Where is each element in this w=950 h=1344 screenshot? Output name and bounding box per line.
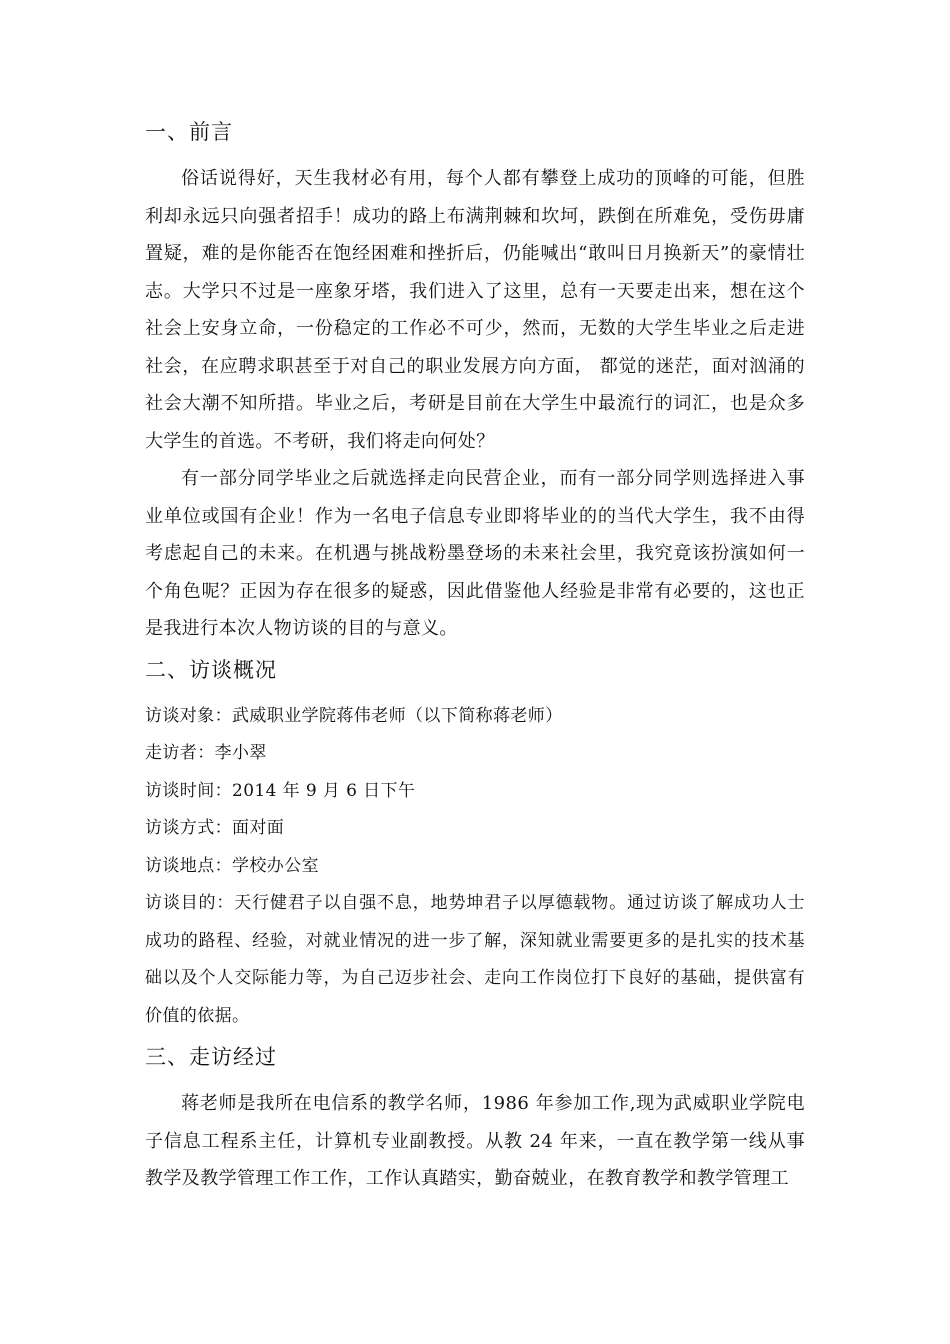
interview-purpose: 访谈目的：天行健君子以自强不息，地势坤君子以厚德载物。通过访谈了解成功人士成功的路程、经验，对就业情况的进一步了解，深知就业需要更多的是扎实的技术基础以及个人交际能力等，为自己迈步社会、走向工作岗位打下良好的基础，提供富有价值的依据。 xyxy=(145,893,805,1026)
interview-method: 访谈方式：面对面 xyxy=(145,818,285,838)
interview-subject: 访谈对象：武威职业学院蒋伟老师（以下简称蒋老师） xyxy=(145,705,563,726)
paragraph: 蒋老师是我所在电信系的教学名师，1986 年参加工作,现为武威职业学院电子信息工程系主任，计算机专业副教授。从教 24 年来，一直在教学第一线从事教学及教学管理工作工作，工作认真踏实，勤奋兢业，在教育教学和教学管理工 xyxy=(145,1093,805,1189)
document-page xyxy=(145,110,805,1198)
section-heading-preface: 一、前言 xyxy=(145,120,233,144)
section-heading-overview: 二、访谈概况 xyxy=(145,657,277,682)
paragraph: 有一部分同学毕业之后就选择走向民营企业，而有一部分同学则选择进入事业单位或国有企业！作为一名电子信息专业即将毕业的的当代大学生，我不由得考虑起自己的未来。在机遇与挑战粉墨登场的未来社会里，我究竟该扮演如何一个角色呢？正因为存在很多的疑惑，因此借鉴他人经验是非常有必要的，这也正是我进行本次人物访谈的目的与意义。 xyxy=(145,468,805,639)
interview-time: 访谈时间：2014 年 9 月 6 日下午 xyxy=(145,780,416,801)
interviewer: 走访者：李小翠 xyxy=(145,743,267,763)
paragraph: 俗话说得好，天生我材必有用，每个人都有攀登上成功的顶峰的可能，但胜利却永远只向强者招手！成功的路上布满荆棘和坎坷，跌倒在所难免，受伤毋庸置疑，难的是你能否在饱经困难和挫折后，仍能喊出“敢叫日月换新天”的豪情壮志。大学只不过是一座象牙塔，我们进入了这里，总有一天要走出来，想在这个社会上安身立命，一份稳定的工作必不可少，然而，无数的大学生毕业之后走进社会，在应聘求职甚至于对自己的职业发展方向方面， 都觉的迷茫，面对汹涌的社会大潮不知所措。毕业之后，考研是目前在大学生中最流行的词汇，也是众多大学生的首选。不考研，我们将走向何处？ xyxy=(145,168,805,452)
interview-location: 访谈地点：学校办公室 xyxy=(145,855,319,876)
section-heading-process: 三、走访经过 xyxy=(145,1045,277,1069)
